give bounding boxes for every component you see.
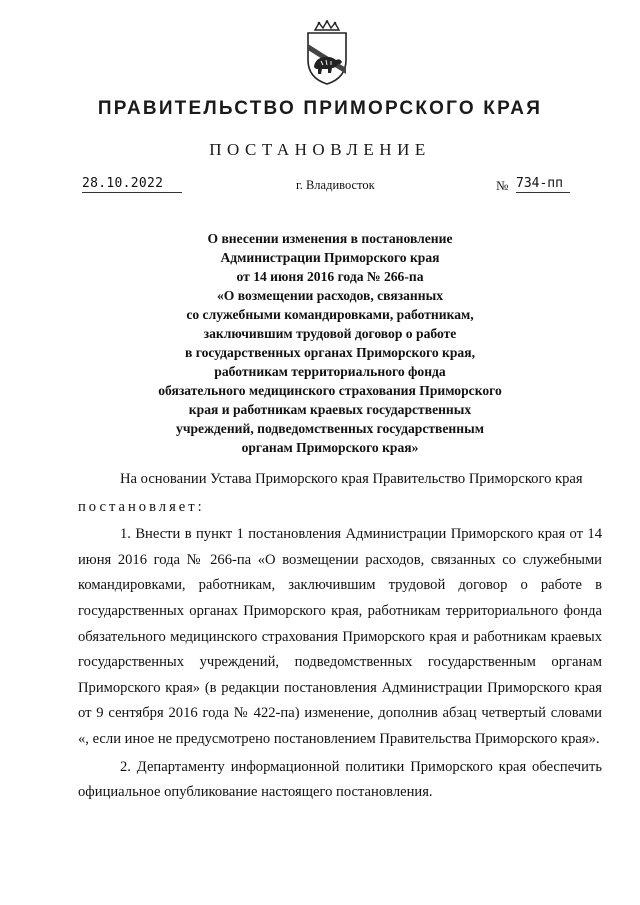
heading-line: от 14 июня 2016 года № 266-па <box>236 269 424 284</box>
coat-of-arms-icon <box>298 20 356 86</box>
heading-line: учреждений, подведомственных государственным <box>176 421 484 436</box>
document-type: ПОСТАНОВЛЕНИЕ <box>209 140 431 159</box>
heading-line: работникам территориального фонда <box>214 364 446 379</box>
document-meta-row <box>0 176 640 198</box>
heading-line: «О возмещении расходов, связанных <box>216 288 444 303</box>
heading-line: органам Приморского края» <box>241 440 419 455</box>
heading-line: Администрации Приморского края <box>220 250 440 265</box>
document-date: 28.10.2022 <box>82 176 182 193</box>
heading-line: края и работникам краевых государственных <box>188 402 472 417</box>
number-label: № <box>496 178 509 193</box>
heading-line: заключившим трудовой договор о работе <box>203 326 457 341</box>
document-number: 734-пп <box>516 176 570 193</box>
heading-line: О внесении изменения в постановление <box>207 231 453 246</box>
government-title: ПРАВИТЕЛЬСТВО ПРИМОРСКОГО КРАЯ <box>97 98 543 119</box>
heading-line: со служебными командировками, работникам, <box>186 307 474 322</box>
item-2-paragraph: 2. Департаменту информационной политики Приморского края обеспечить официальное опубликование настоящего постановления. <box>78 758 602 801</box>
document-city: г. Владивосток <box>296 178 375 192</box>
document-heading <box>120 229 540 457</box>
preamble-paragraph: На основании Устава Приморского края Правительство Приморского края <box>120 471 583 487</box>
item-1-paragraph: 1. Внести в пункт 1 постановления Администрации Приморского края от 14 июня 2016 года № 266-па «О возмещении расходов, связанных со служебными командировками, работникам, заключившим трудовой договор о работе в государственных органах Приморского края, работникам территориального фонда обязательного медицинского страхования Приморского края и работникам краевых государственных учреждений, подведомственных государственным органам Приморского края» (в редакции постановления Администрации Приморского края от 9 сентября 2016 года № 422-па) изменение, дополнив абзац четвертый словами «, если иное не предусмотрено постановлением Правительства Приморского края». <box>78 526 602 747</box>
document-body <box>78 467 602 806</box>
heading-line: в государственных органах Приморского края, <box>185 345 475 360</box>
decree-word: постановляет: <box>78 498 205 515</box>
heading-line: обязательного медицинского страхования Приморского <box>158 383 502 398</box>
